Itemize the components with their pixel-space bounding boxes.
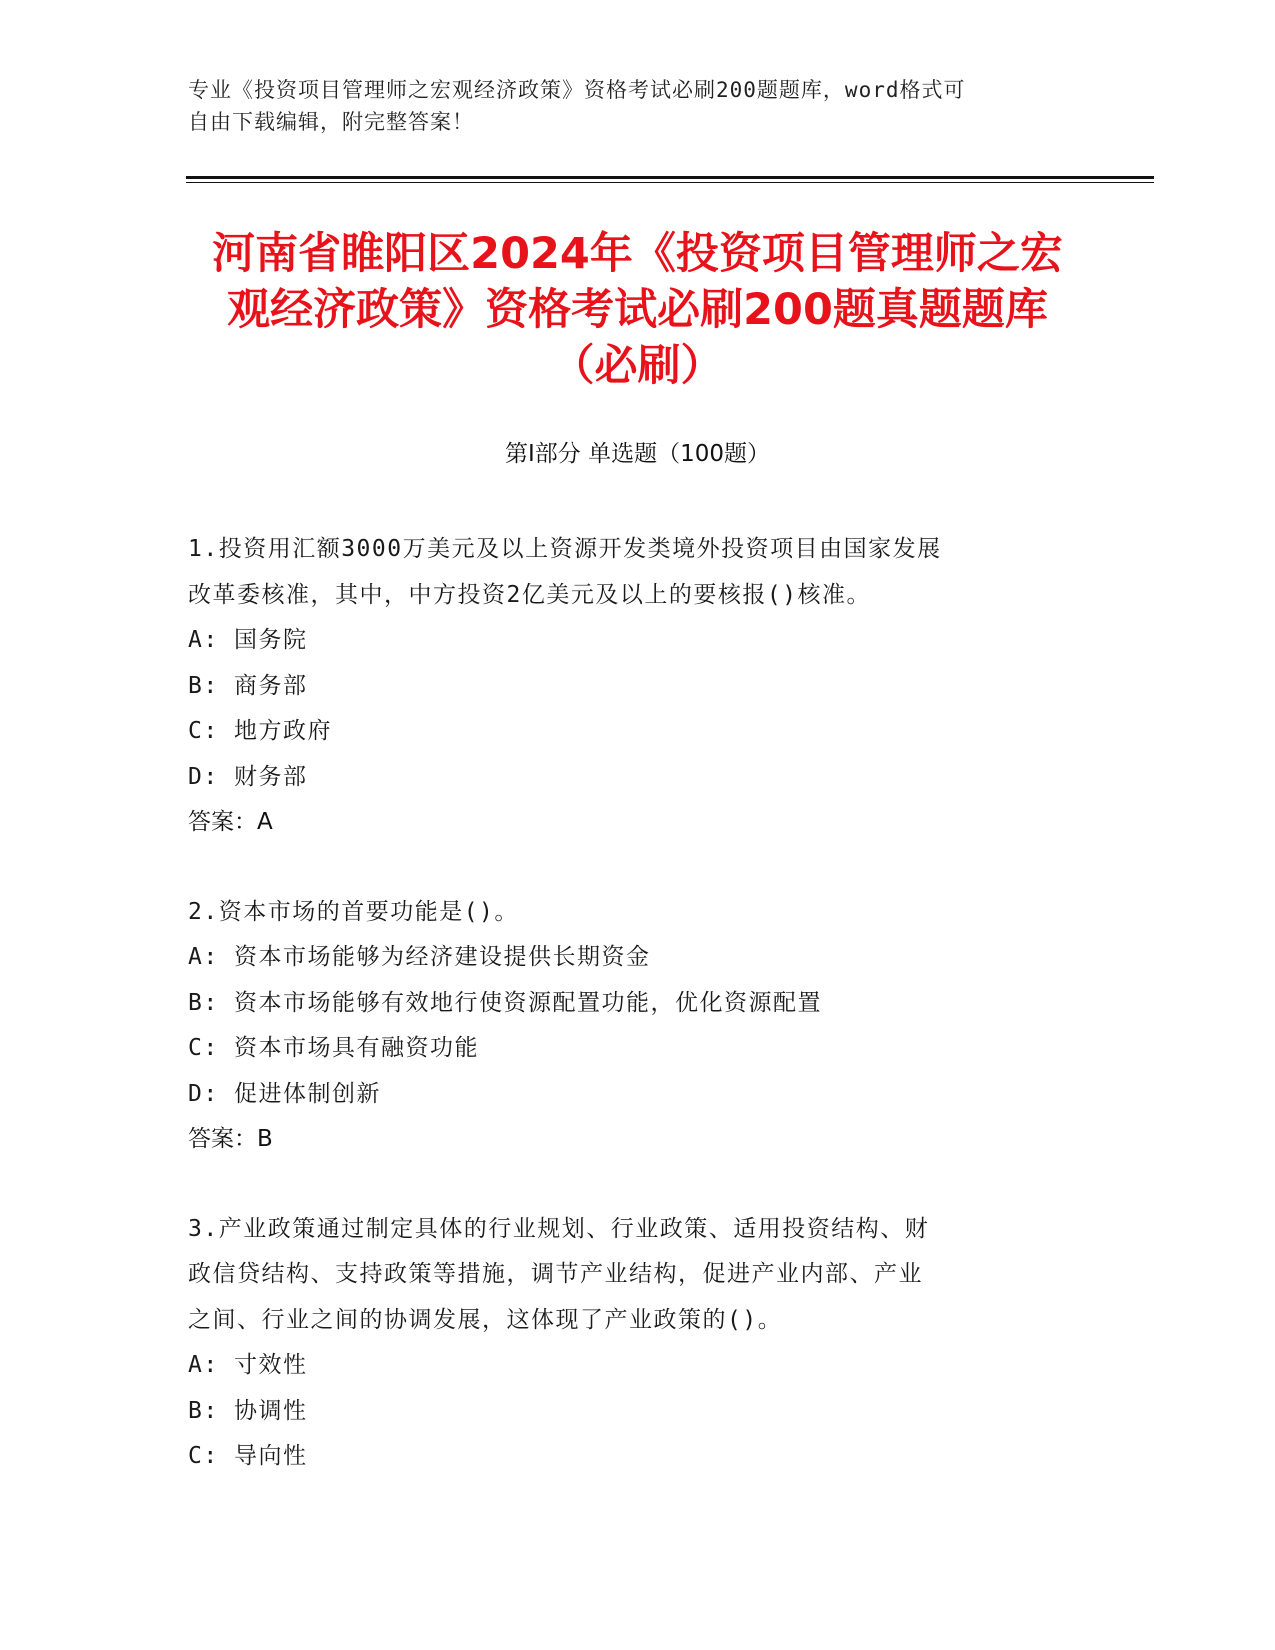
option-text: 促进体制创新	[234, 1080, 381, 1107]
option-text: 资本市场能够为经济建设提供长期资金	[234, 944, 651, 970]
option-letter: B:	[188, 989, 219, 1016]
option-b	[188, 664, 1088, 710]
option-b	[188, 1389, 1088, 1435]
option-letter: B:	[188, 1397, 219, 1424]
option-letter: C:	[188, 718, 219, 744]
question-2	[188, 890, 1088, 1163]
option-letter: C:	[188, 1035, 219, 1061]
title-line: 观经济政策》资格考试必刷200题真题题库	[227, 285, 1048, 335]
title-line: 河南省睢阳区2024年《投资项目管理师之宏	[212, 229, 1063, 279]
option-letter: D:	[188, 763, 219, 790]
option-d	[188, 1072, 1088, 1118]
option-d	[188, 755, 1088, 801]
option-c	[188, 709, 1088, 755]
answer-line: 答案：B	[188, 1126, 273, 1152]
option-text: 财务部	[234, 763, 308, 790]
header-note-line: 专业《投资项目管理师之宏观经济政策》资格考试必刷200题题库，word格式可	[188, 78, 966, 102]
question-stem-line: 1.投资用汇额3000万美元及以上资源开发类境外投资项目由国家发展	[188, 536, 942, 562]
option-letter: D:	[188, 1080, 219, 1107]
option-c	[188, 1434, 1088, 1480]
option-text: 寸效性	[234, 1352, 308, 1378]
answer-line: 答案：A	[188, 809, 273, 835]
option-a	[188, 1343, 1088, 1389]
document-title	[170, 226, 1105, 394]
header-divider-thick	[186, 176, 1154, 179]
option-c	[188, 1026, 1088, 1072]
option-letter: C:	[188, 1443, 219, 1469]
option-letter: A:	[188, 944, 219, 970]
option-b	[188, 981, 1088, 1027]
question-stem-line: 3.产业政策通过制定具体的行业规划、行业政策、适用投资结构、财	[188, 1215, 930, 1242]
option-text: 导向性	[234, 1443, 308, 1469]
question-list	[188, 527, 1088, 1524]
option-letter: B:	[188, 672, 219, 699]
option-a	[188, 618, 1088, 664]
section-heading: 第Ⅰ部分 单选题（100题）	[505, 441, 770, 467]
header-divider-thin	[186, 182, 1154, 183]
option-text: 国务院	[234, 627, 308, 653]
question-stem-line: 之间、行业之间的协调发展，这体现了产业政策的()。	[188, 1306, 783, 1333]
option-letter: A:	[188, 627, 219, 653]
question-3	[188, 1207, 1088, 1480]
question-stem-line: 2.资本市场的首要功能是()。	[188, 898, 519, 925]
option-text: 协调性	[234, 1397, 308, 1424]
question-stem-line: 改革委核准，其中，中方投资2亿美元及以上的要核报()核准。	[188, 581, 872, 608]
option-text: 商务部	[234, 672, 308, 699]
option-letter: A:	[188, 1352, 219, 1378]
header-note	[188, 74, 1068, 138]
option-a	[188, 935, 1088, 981]
title-line: （必刷）	[551, 341, 724, 391]
header-note-line: 自由下载编辑，附完整答案！	[188, 110, 474, 134]
option-text: 地方政府	[234, 718, 332, 744]
option-text: 资本市场具有融资功能	[234, 1035, 479, 1061]
option-text: 资本市场能够有效地行使资源配置功能，优化资源配置	[234, 989, 822, 1016]
question-1	[188, 527, 1088, 846]
question-stem-line: 政信贷结构、支持政策等措施，调节产业结构，促进产业内部、产业	[188, 1261, 923, 1287]
